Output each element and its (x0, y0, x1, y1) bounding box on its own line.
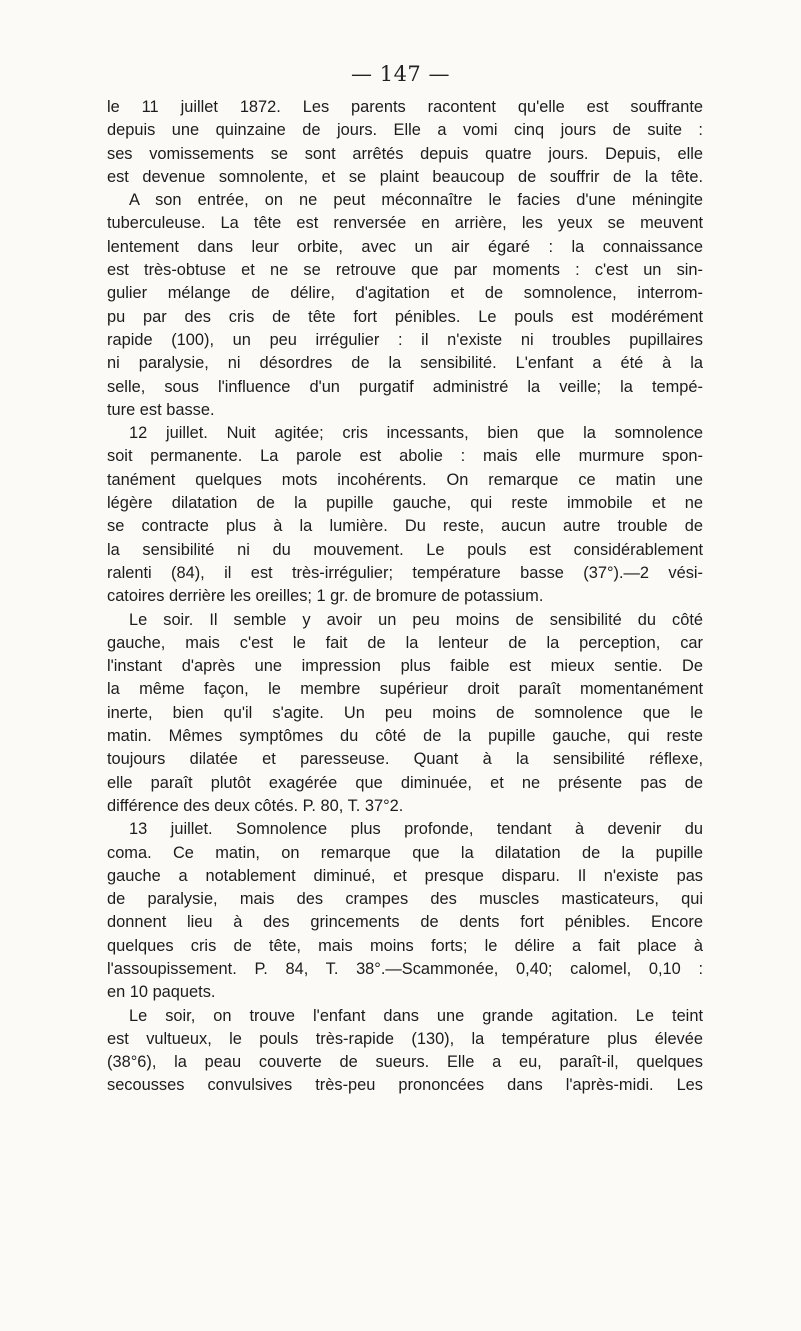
text-line: matin. Mêmes symptômes du côté de la pupille gauche, qui reste (107, 727, 703, 746)
text-line: différence des deux côtés. P. 80, T. 37°2. (107, 796, 404, 815)
text-line: 13 juillet. Somnolence plus profonde, tendant à devenir du (129, 820, 703, 839)
text-line: l'assoupissement. P. 84, T. 38°.—Scammonée, 0,40; calomel, 0,10 : (107, 959, 703, 978)
text-line: ture est basse. (107, 400, 215, 419)
text-line: ni paralysie, ni désordres de la sensibilité. L'enfant a été à la (107, 354, 703, 373)
text-line: selle, sous l'influence d'un purgatif administré la veille; la tempé- (107, 377, 703, 396)
text-line: coma. Ce matin, on remarque que la dilatation de la pupille (107, 843, 703, 862)
text-line: de paralysie, mais des crampes des muscles masticateurs, qui (107, 890, 703, 909)
text-line: la sensibilité ni du mouvement. Le pouls est considérablement (107, 540, 703, 559)
text-line: elle paraît plutôt exagérée que diminuée, et ne présente pas de (107, 773, 703, 792)
text-line: tanément quelques mots incohérents. On remarque ce matin une (107, 470, 703, 489)
body-text (107, 96, 703, 1098)
text-line: lentement dans leur orbite, avec un air égaré : la connaissance (107, 237, 703, 256)
text-line: tuberculeuse. La tête est renversée en arrière, les yeux se meuvent (107, 214, 703, 233)
text-line: 12 juillet. Nuit agitée; cris incessants, bien que la somnolence (129, 424, 703, 443)
text-line: Le soir. Il semble y avoir un peu moins de sensibilité du côté (129, 610, 703, 629)
text-line: la même façon, le membre supérieur droit paraît momentanément (107, 680, 703, 699)
text-line: pu par des cris de tête fort pénibles. Le pouls est modérément (107, 307, 703, 326)
text-line: légère dilatation de la pupille gauche, qui reste immobile et ne (107, 494, 703, 513)
text-line: se contracte plus à la lumière. Du reste, aucun autre trouble de (107, 517, 703, 536)
text-line: secousses convulsives très-peu prononcées dans l'après-midi. Les (107, 1076, 703, 1095)
text-line: catoires derrière les oreilles; 1 gr. de bromure de potassium. (107, 587, 544, 606)
text-line: l'instant d'après une impression plus faible est mieux sentie. De (107, 657, 703, 676)
text-line: donnent lieu à des grincements de dents fort pénibles. Encore (107, 913, 703, 932)
text-line: A son entrée, on ne peut méconnaître le facies d'une méningite (129, 191, 703, 210)
text-line: Le soir, on trouve l'enfant dans une grande agitation. Le teint (129, 1006, 703, 1025)
text-line: est devenue somnolente, et se plaint beaucoup de souffrir de la tête. (107, 167, 703, 186)
page-number: — 147 — (351, 62, 450, 86)
text-line: (38°6), la peau couverte de sueurs. Elle a eu, paraît-il, quelques (107, 1053, 703, 1072)
text-line: soit permanente. La parole est abolie : mais elle murmure spon- (107, 447, 703, 466)
text-line: gauche, mais c'est le fait de la lenteur de la perception, car (107, 633, 703, 652)
text-line: inerte, bien qu'il s'agite. Un peu moins de somnolence que le (107, 703, 703, 722)
text-line: en 10 paquets. (107, 983, 216, 1002)
text-line: est vultueux, le pouls très-rapide (130), la température plus élevée (107, 1029, 703, 1048)
text-line: toujours dilatée et paresseuse. Quant à la sensibilité réflexe, (107, 750, 703, 769)
text-line: rapide (100), un peu irrégulier : il n'existe ni troubles pupillaires (107, 330, 703, 349)
text-line: est très-obtuse et ne se retrouve que par moments : c'est un sin- (107, 261, 703, 280)
text-line: gauche a notablement diminué, et presque disparu. Il n'existe pas (107, 866, 703, 885)
text-line: le 11 juillet 1872. Les parents racontent qu'elle est souffrante (107, 98, 703, 116)
text-line: depuis une quinzaine de jours. Elle a vomi cinq jours de suite : (107, 121, 703, 140)
text-line: gulier mélange de délire, d'agitation et de somnolence, interrom- (107, 284, 703, 303)
text-line: quelques cris de tête, mais moins forts; le délire a fait place à (107, 936, 703, 955)
text-line: ralenti (84), il est très-irrégulier; température basse (37°).—2 vési- (107, 563, 703, 582)
text-line: ses vomissements se sont arrêtés depuis quatre jours. Depuis, elle (107, 144, 703, 163)
